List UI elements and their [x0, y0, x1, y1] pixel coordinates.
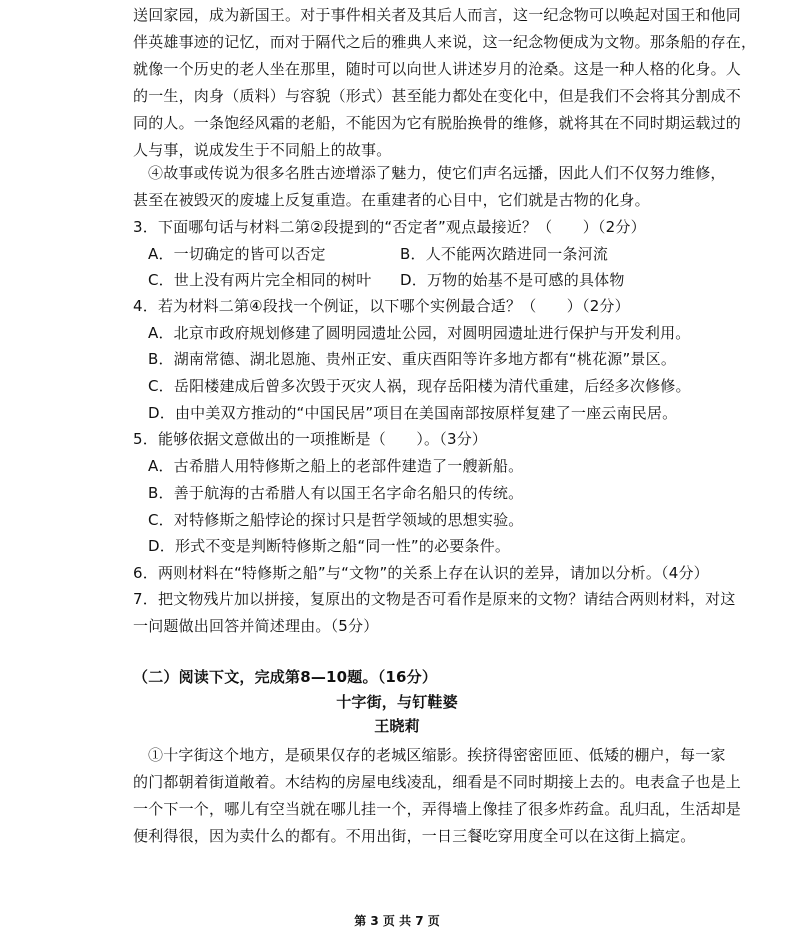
article-paragraph-line: 的门都朝着街道敞着。木结构的房屋电线凌乱，细看是不同时期接上去的。电表盒子也是上	[133, 773, 742, 791]
question-4-option-c: C．岳阳楼建成后曾多次毁于灭灾人祸，现存岳阳楼为清代重建，后经多次修修。	[148, 377, 691, 395]
material-line: 人与事，说成发生于不同船上的故事。	[133, 141, 392, 159]
question-7-line: 7．把文物残片加以拼接，复原出的文物是否可看作是原来的文物？请结合两则材料，对这	[133, 590, 736, 608]
question-5-stem: 5．能够依据文意做出的一项推断是（ ）。（3分）	[133, 430, 488, 448]
question-6: 6．两则材料在“特修斯之船”与“文物”的关系上存在认识的差异，请加以分析。（4分）	[133, 564, 709, 582]
question-3-option-a: A．一切确定的皆可以否定	[148, 245, 326, 263]
article-paragraph-line: ①十字街这个地方，是硕果仅存的老城区缩影。挨挤得密密匝匝、低矮的棚户，每一家	[148, 746, 726, 764]
material-line: 就像一个历史的老人坐在那里，随时可以向世人讲述岁月的沧桑。这是一种人格的化身。人	[133, 60, 742, 78]
question-4-option-d: D．由中美双方推动的“中国民居”项目在美国南部按原样复建了一座云南民居。	[148, 404, 678, 422]
question-5-option-b: B．善于航海的古希腊人有以国王名字命名船只的传统。	[148, 484, 524, 502]
article-author: 王晓莉	[374, 717, 420, 735]
question-4-option-b: B．湖南常德、湖北恩施、贵州正安、重庆酉阳等许多地方都有“桃花源”景区。	[148, 350, 677, 368]
article-paragraph-line: 便利得很，因为卖什么的都有。不用出街，一日三餐吃穿用度全可以在这街上搞定。	[133, 827, 696, 845]
section-2-heading: （二）阅读下文，完成第8—10题。（16分）	[133, 668, 438, 686]
question-3-stem: 3．下面哪句话与材料二第②段提到的“否定者”观点最接近？（ ）（2分）	[133, 218, 646, 236]
question-5-option-c: C．对特修斯之船悖论的探讨只是哲学领域的思想实验。	[148, 511, 524, 529]
paragraph-4-line: 甚至在被毁灭的废墟上反复重造。在重建者的心目中，它们就是古物的化身。	[133, 191, 650, 209]
material-line: 同的人。一条饱经风霜的老船，不能因为它有脱胎换骨的维修，就将其在不同时期运载过的	[133, 114, 742, 132]
question-7-line: 一问题做出回答并简述理由。（5分）	[133, 617, 379, 635]
question-4-option-a: A．北京市政府规划修建了圆明园遗址公园，对圆明园遗址进行保护与开发利用。	[148, 324, 691, 342]
material-line: 的一生，肉身（质料）与容貌（形式）甚至能力都处在变化中，但是我们不会将其分割成不	[133, 87, 742, 105]
article-paragraph-line: 一个下一个，哪儿有空当就在哪儿挂一个，弄得墙上像挂了很多炸药盒。乱归乱，生活却是	[133, 800, 742, 818]
article-title: 十字街，与钉鞋婆	[336, 693, 458, 711]
question-5-option-d: D．形式不变是判断特修斯之船“同一性”的必要条件。	[148, 537, 511, 555]
question-5-option-a: A．古希腊人用特修斯之船上的老部件建造了一艘新船。	[148, 457, 524, 475]
material-line: 送回家园，成为新国王。对于事件相关者及其后人而言，这一纪念物可以唤起对国王和他同	[133, 6, 742, 24]
material-line: 伴英雄事迹的记忆，而对于隔代之后的雅典人来说，这一纪念物便成为文物。那条船的存在，	[133, 33, 757, 51]
question-3-option-c: C．世上没有两片完全相同的树叶	[148, 271, 372, 289]
question-3-option-d: D．万物的始基不是可感的具体物	[400, 271, 625, 289]
paragraph-4-line: ④故事或传说为很多名胜古迹增添了魅力，使它们声名远播，因此人们不仅努力维修，	[148, 164, 726, 182]
question-4-stem: 4．若为材料二第④段找一个例证，以下哪个实例最合适？（ ）（2分）	[133, 297, 630, 315]
page-footer: 第 3 页 共 7 页	[354, 914, 440, 928]
question-3-option-b: B．人不能两次踏进同一条河流	[400, 245, 609, 263]
